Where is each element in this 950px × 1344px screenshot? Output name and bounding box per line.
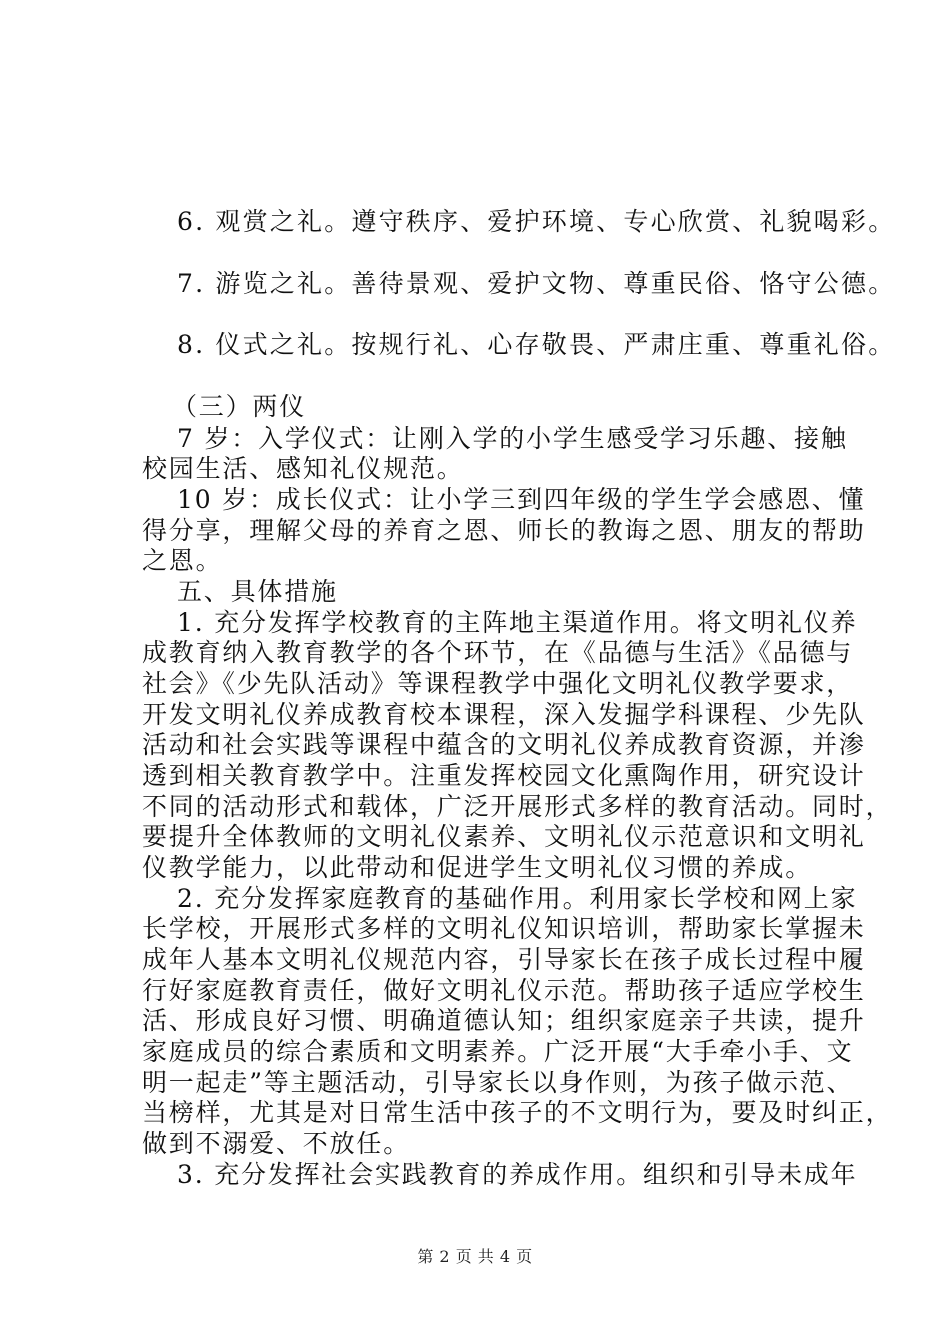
paragraph-line: 活、形成良好习惯、明确道德认知；组织家庭亲子共读，提升 — [142, 1006, 866, 1035]
rule-line-6: 6. 观赏之礼。遵守秩序、爱护环境、专心欣赏、礼貌喝彩。 — [177, 207, 896, 236]
paragraph-line: 之恩。 — [142, 546, 223, 575]
paragraph-line: 做到不溺爱、不放任。 — [142, 1129, 411, 1158]
paragraph-line: 7 岁：入学仪式：让刚入学的小学生感受学习乐趣、接触 — [177, 424, 848, 453]
section-heading-two-rites: （三）两仪 — [172, 392, 307, 421]
paragraph-line: 家庭成员的综合素质和文明素养。广泛开展“大手牵小手、文 — [142, 1037, 854, 1066]
paragraph-line: 明一起走”等主题活动，引导家长以身作则，为孩子做示范、 — [142, 1068, 854, 1097]
paragraph-line: 社会》《少先队活动》等课程教学中强化文明礼仪教学要求， — [142, 669, 854, 698]
paragraph-line: 2. 充分发挥家庭教育的基础作用。利用家长学校和网上家 — [177, 884, 858, 913]
paragraph-line: 校园生活、感知礼仪规范。 — [142, 454, 464, 483]
paragraph-line: 活动和社会实践等课程中蕴含的文明礼仪养成教育资源，并渗 — [142, 730, 866, 759]
paragraph-line: 1. 充分发挥学校教育的主阵地主渠道作用。将文明礼仪养 — [177, 608, 858, 637]
paragraph-line: 3. 充分发挥社会实践教育的养成作用。组织和引导未成年 — [177, 1160, 858, 1189]
rule-line-7: 7. 游览之礼。善待景观、爱护文物、尊重民俗、恪守公德。 — [177, 269, 896, 298]
paragraph-line: 不同的活动形式和载体，广泛开展形式多样的教育活动。同时， — [142, 792, 893, 821]
paragraph-line: 成教育纳入教育教学的各个环节，在《品德与生活》《品德与 — [142, 638, 854, 667]
paragraph-line: 仪教学能力，以此带动和促进学生文明礼仪习惯的养成。 — [142, 853, 813, 882]
paragraph-line: 行好家庭教育责任，做好文明礼仪示范。帮助孩子适应学校生 — [142, 976, 866, 1005]
paragraph-line: 透到相关教育教学中。注重发挥校园文化熏陶作用，研究设计 — [142, 761, 866, 790]
paragraph-line: 要提升全体教师的文明礼仪素养、文明礼仪示范意识和文明礼 — [142, 822, 866, 851]
rule-line-8: 8. 仪式之礼。按规行礼、心存敬畏、严肃庄重、尊重礼俗。 — [177, 330, 896, 359]
paragraph-line: 当榜样，尤其是对日常生活中孩子的不文明行为，要及时纠正， — [142, 1098, 893, 1127]
paragraph-line: 成年人基本文明礼仪规范内容，引导家长在孩子成长过程中履 — [142, 945, 866, 974]
paragraph-line: 得分享，理解父母的养育之恩、师长的教诲之恩、朋友的帮助 — [142, 516, 866, 545]
section-heading-measures: 五、具体措施 — [177, 577, 338, 606]
paragraph-line: 开发文明礼仪养成教育校本课程，深入发掘学科课程、少先队 — [142, 700, 866, 729]
paragraph-line: 10 岁：成长仪式：让小学三到四年级的学生学会感恩、懂 — [177, 485, 866, 514]
page-number-footer: 第 2 页 共 4 页 — [417, 1247, 533, 1266]
paragraph-line: 长学校，开展形式多样的文明礼仪知识培训，帮助家长掌握未 — [142, 914, 866, 943]
